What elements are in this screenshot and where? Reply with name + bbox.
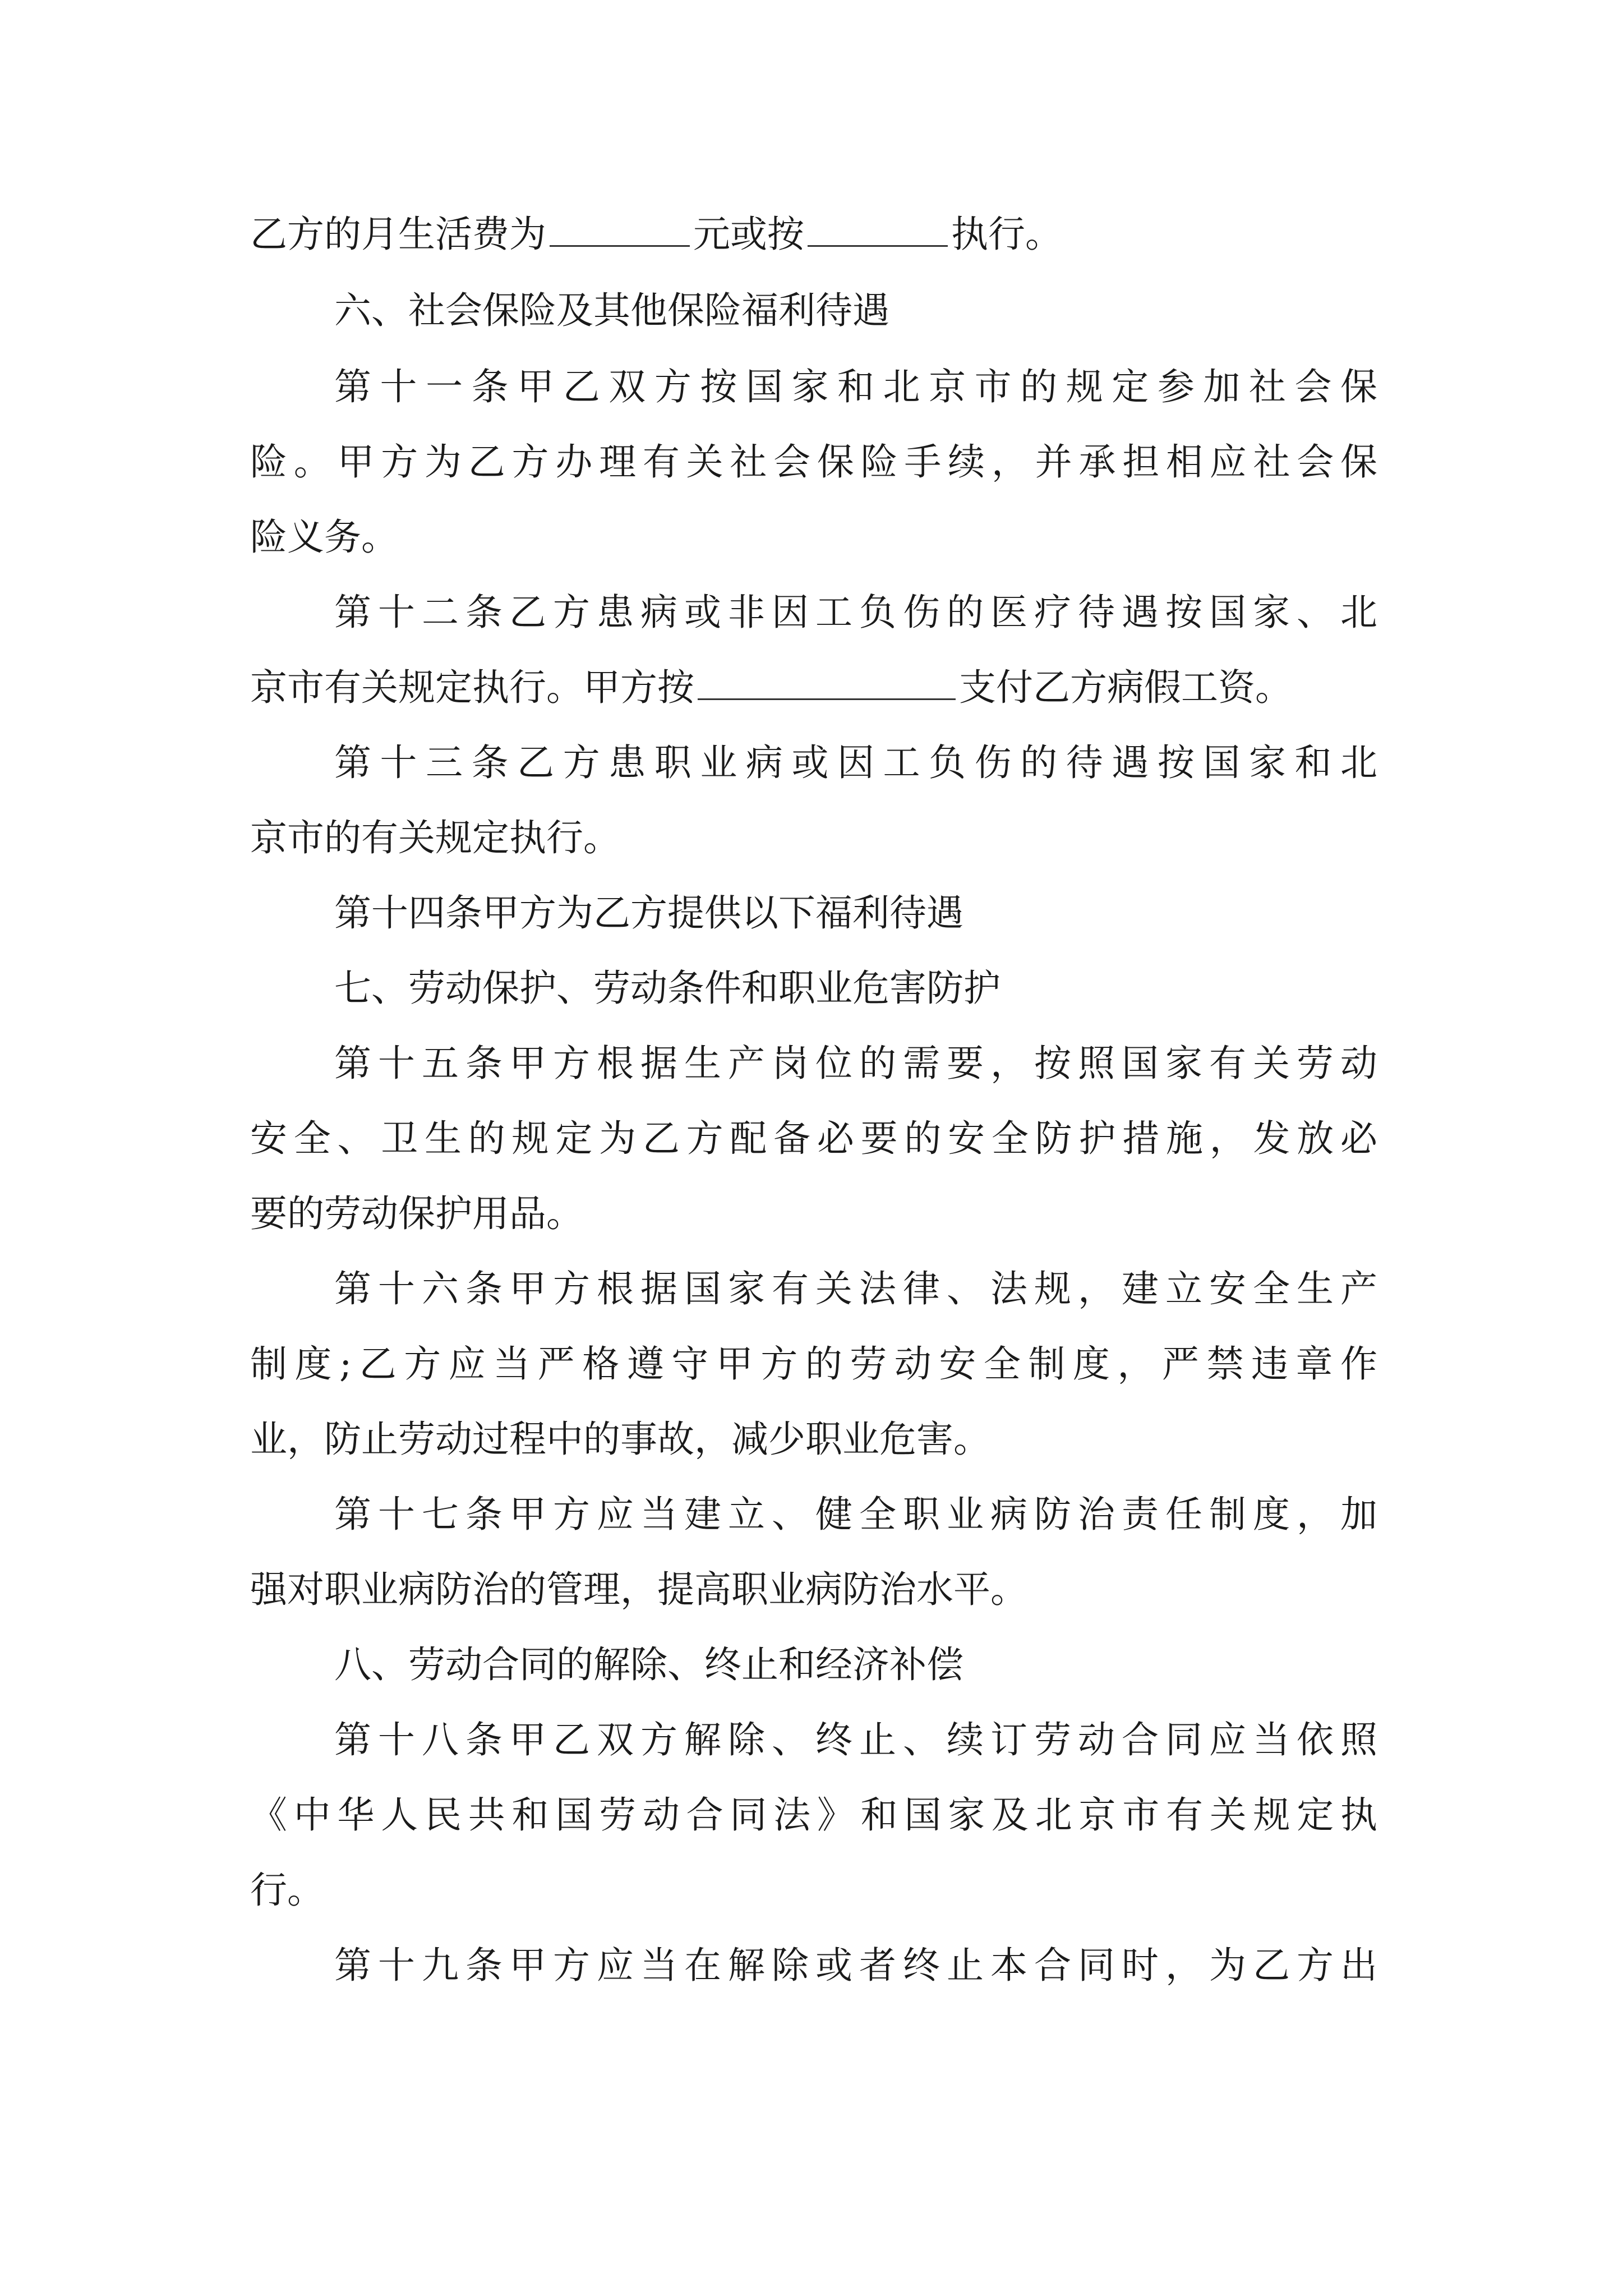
article-15-line-1: 第十五条甲方根据生产岗位的需要，按照国家有关劳动 [334, 1042, 1377, 1085]
text-segment: 执行。 [951, 213, 1062, 256]
section-heading-7: 七、劳动保护、劳动条件和职业危害防护 [334, 967, 1000, 1010]
article-14: 第十四条甲方为乙方提供以下福利待遇 [334, 891, 963, 935]
article-18-line-3: 行。 [250, 1869, 324, 1912]
article-18-line-2: 《中华人民共和国劳动合同法》和国家及北京市有关规定执 [250, 1793, 1377, 1837]
article-15-line-2: 安全、卫生的规定为乙方配备必要的安全防护措施，发放必 [250, 1117, 1377, 1160]
article-18-line-1: 第十八条甲乙双方解除、终止、续订劳动合同应当依照 [334, 1718, 1377, 1761]
article-16-line-2: 制度;乙方应当严格遵守甲方的劳动安全制度，严禁违章作 [250, 1342, 1377, 1386]
article-11-line-1: 第十一条甲乙双方按国家和北京市的规定参加社会保 [334, 365, 1377, 408]
text-segment: 乙方的月生活费为 [250, 213, 546, 256]
article-19-line-1: 第十九条甲方应当在解除或者终止本合同时，为乙方出 [334, 1944, 1377, 1987]
article-12-line-2 [250, 661, 1377, 715]
article-12-line-1: 第十二条乙方患病或非因工负伤的医疗待遇按国家、北 [334, 591, 1377, 634]
article-13-line-1: 第十三条乙方患职业病或因工负伤的待遇按国家和北 [334, 741, 1377, 784]
article-11-line-2: 险。甲方为乙方办理有关社会保险手续，并承担相应社会保 [250, 440, 1377, 484]
text-segment: 京市有关规定执行。甲方按 [250, 666, 694, 709]
text-segment: 支付乙方病假工资。 [959, 666, 1292, 709]
article-17-line-2: 强对职业病防治的管理，提高职业病防治水平。 [250, 1568, 1027, 1611]
article-17-line-1: 第十七条甲方应当建立、健全职业病防治责任制度，加 [334, 1493, 1377, 1536]
article-16-line-1: 第十六条甲方根据国家有关法律、法规，建立安全生产 [334, 1267, 1377, 1310]
section-heading-8: 八、劳动合同的解除、终止和经济补偿 [334, 1643, 963, 1686]
living-allowance-line [250, 208, 1377, 261]
fill-in-blank [698, 664, 956, 700]
article-15-line-3: 要的劳动保护用品。 [250, 1192, 583, 1235]
text-segment: 元或按 [693, 213, 804, 256]
article-13-line-2: 京市的有关规定执行。 [250, 816, 620, 859]
section-heading-6: 六、社会保险及其他保险福利待遇 [334, 289, 889, 332]
fill-in-blank [808, 210, 948, 247]
fill-in-blank [550, 210, 690, 247]
article-16-line-3: 业，防止劳动过程中的事故，减少职业危害。 [250, 1418, 990, 1461]
article-11-line-3: 险义务。 [250, 516, 398, 559]
